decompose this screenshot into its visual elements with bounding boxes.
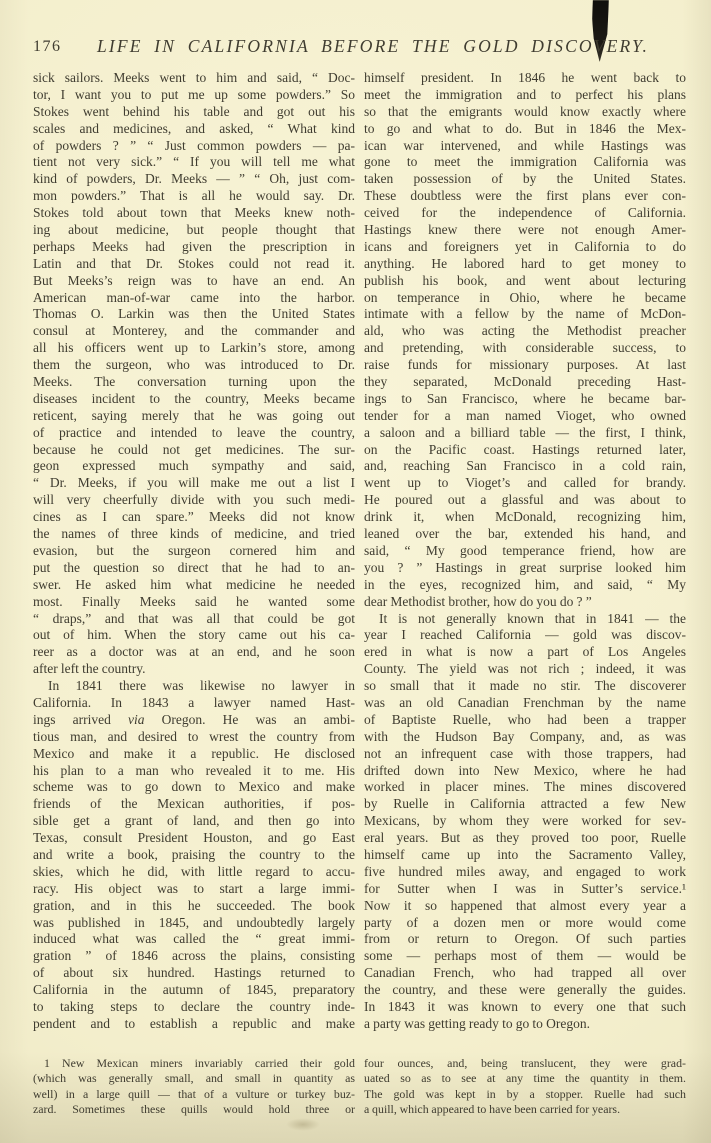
text-line: reticent, saying merely that he was going out: [33, 407, 355, 423]
text-line: Meeks. The conversation turning upon the: [33, 374, 355, 390]
text-line: California in the autumn of 1845, preparatory: [33, 982, 355, 998]
text-line: the names of three kinds of medicine, and tried: [33, 526, 355, 542]
text-line: induced what was called the “ great immi-: [33, 931, 355, 947]
text-line: leaned over the bar, extended his hand, and: [364, 526, 686, 542]
text-line: It is not generally known that in 1841 — the: [379, 610, 686, 626]
text-line: so that the emigrants would know exactly where: [364, 103, 686, 119]
text-line: by Ruelle in California attracted a few New: [364, 796, 686, 812]
text-line: dear Methodist brother, how do you do ? ”: [364, 593, 592, 609]
text-line: a party was getting ready to go to Oregon.: [364, 1015, 590, 1031]
text-line: gone to meet the immigration California was: [364, 154, 686, 170]
text-line: on temperance in Ohio, where he became: [364, 289, 686, 305]
text-line: on the Pacific coast. Hastings returned later,: [364, 441, 686, 457]
text-line: and write a book, praising the country to the: [33, 846, 355, 862]
text-line: of Baptiste Ruelle, who had been a trapper: [364, 711, 686, 727]
text-line: Hastings knew there were not enough Amer-: [364, 222, 686, 238]
text-line: ered in what is now a part of Los Angeles: [364, 644, 686, 660]
text-line: ican war intervened, and while Hastings was: [364, 137, 686, 153]
text-line: reer as a doctor was at an end, and he soon: [33, 644, 355, 660]
text-line: to taking steps to declare the country inde-: [33, 998, 355, 1014]
text-line: Mexicans, by whom they were worked for sev-: [364, 813, 686, 829]
text-line: five hundred miles away, and engaged to work: [364, 863, 686, 879]
text-line: of about six hundred. Hastings returned to: [33, 965, 355, 981]
text-line: Texas, consult President Houston, and go East: [33, 830, 355, 846]
text-line: was an old Canadian Frenchman by the name: [364, 694, 686, 710]
text-line: But Meeks’s reign was to have an end. An: [33, 272, 355, 288]
text-line: “ Dr. Meeks, if you will make me out a list I: [33, 475, 355, 491]
text-line: In 1843 it was known to every one that such: [364, 998, 686, 1014]
text-line: drifted down into New Mexico, where he had: [364, 762, 686, 778]
text-line: drink it, when McDonald, recognizing him,: [364, 509, 686, 525]
footnote-right-column: [364, 1056, 686, 1117]
text-line: them the surgeon, who was introduced to Dr.: [33, 357, 355, 373]
text-line: Latin and that Dr. Stokes could not read it.: [33, 255, 355, 271]
left-column: [33, 70, 355, 1033]
text-line: and, reaching San Francisco in a cold rain,: [364, 458, 686, 474]
running-head: LIFE IN CALIFORNIA BEFORE THE GOLD DISCOVERY.: [96, 36, 650, 56]
text-line: ings to San Francisco, where he became bar-: [364, 390, 686, 406]
body-text: [33, 70, 686, 1033]
text-line: perhaps Meeks had given the prescription in: [33, 238, 355, 254]
text-line: tender for a man named Vioget, who owned: [364, 407, 686, 423]
text-line: to go and what to do. But in 1846 the Mex-: [364, 120, 686, 136]
text-line: Now it so happened that almost every year a: [364, 897, 686, 913]
text-line: some — perhaps most of them — would be: [364, 948, 686, 964]
text-line: so small that it made no stir. The discoverer: [364, 678, 686, 694]
text-line: Stokes went behind his table and got out his: [33, 103, 355, 119]
text-line: not an infrequent case with those trappers, had: [364, 745, 686, 761]
text-line: skies, which he did, with little regard to accu-: [33, 863, 355, 879]
text-line: evasion, but the surgeon cornered him and: [33, 542, 355, 558]
text-line: racy. His object was to start a large immi-: [33, 880, 355, 896]
text-line: with the Hudson Bay Company, and, as was: [364, 728, 686, 744]
text-line: of powders ? ” “ Just common powders — pa-: [33, 137, 355, 153]
text-line: ings arrived via Oregon. He was an ambi-: [33, 711, 355, 727]
text-line: taken possession of by the United States.: [364, 171, 686, 187]
text-line: sible get a grant of land, and then go into: [33, 813, 355, 829]
text-line: raise funds for missionary purposes. At last: [364, 357, 686, 373]
text-line: put the question so direct that he had to an-: [33, 559, 355, 575]
footnote-left-column: [33, 1056, 355, 1117]
text-line: from or return to Oregon. Of such parties: [364, 931, 686, 947]
text-line: tious man, and desired to wrest the country from: [33, 728, 355, 744]
text-line: the country, and these were generally the guides.: [364, 982, 686, 998]
text-line: all his officers went up to Larkin’s store, among: [33, 340, 355, 356]
text-line: tor, I want you to put me up some powders.” So: [33, 86, 355, 102]
text-line: year I reached California — gold was discov-: [364, 627, 686, 643]
text-line: diseases incident to the country, Meeks became: [33, 390, 355, 406]
text-line: American man-of-war came into the harbor.: [33, 289, 355, 305]
text-line: friends of the Mexican authorities, if pos-: [33, 796, 355, 812]
text-line: scheme was to go down to Mexico and make: [33, 779, 355, 795]
text-line: He poured out a glassful and was about to: [364, 492, 686, 508]
text-line: eral years. But as they proved too poor, Ruelle: [364, 830, 686, 846]
text-line: cines as I can spare.” Meeks did not know: [33, 509, 355, 525]
text-line: gration ” of 1846 across the plains, consisting: [33, 948, 355, 964]
text-line: sick sailors. Meeks went to him and said, “ Doc-: [33, 70, 355, 85]
text-line: These doubtless were the first plans ever con-: [364, 188, 686, 204]
text-line: scales and medicines, and asked, “ What kind: [33, 120, 355, 136]
text-line: ceived for the independence of California.: [364, 205, 686, 221]
text-line: County. The yield was not rich ; indeed, it was: [364, 661, 686, 677]
text-line: worked in placer mines. The mines discovered: [364, 779, 686, 795]
text-line: 1 New Mexican miners invariably carried their gold: [44, 1056, 355, 1070]
text-line: went up to Vioget’s and called for brandy.: [364, 475, 686, 491]
text-line: in the eyes, recognized him, and said, “ My: [364, 576, 686, 592]
text-line: consul at Monterey, and the commander and: [33, 323, 355, 339]
text-line: out of him. When the story came out his ca-: [33, 627, 355, 643]
text-line: four ounces, and, being translucent, they were grad-: [364, 1056, 686, 1070]
page-number: 176: [33, 38, 62, 55]
text-line: tient not very sick.” “ If you will tell me what: [33, 154, 355, 170]
text-line: In 1841 there was likewise no lawyer in: [48, 678, 355, 694]
text-line: (which was generally small, and small in quantity as: [33, 1071, 355, 1086]
text-line: for Sutter when I was in Sutter’s service.¹: [364, 880, 686, 896]
text-line: gration, and in this he succeeded. The book: [33, 897, 355, 913]
text-line: uated so as to see at any time the quantity in them.: [364, 1071, 686, 1086]
text-line: mon powders.” That is all he would say. Dr.: [33, 188, 355, 204]
text-line: because he could not get medicines. The sur-: [33, 441, 355, 457]
text-line: swer. He asked him what medicine he needed: [33, 576, 355, 592]
text-line: Stokes told about town that Meeks knew noth-: [33, 205, 355, 221]
text-line: himself came up into the Sacramento Valley,: [364, 846, 686, 862]
text-line: his plan to a man who revealed it to me. His: [33, 762, 355, 778]
text-line: pendent and to establish a republic and make: [33, 1015, 355, 1031]
text-line: ing about medicine, but people thought that: [33, 222, 355, 238]
text-line: will very cheerfully divide with you such medi-: [33, 492, 355, 508]
text-line: “ draps,” and that was all that could be got: [33, 610, 355, 626]
text-line: anything. He labored hard to get money to: [364, 255, 686, 271]
text-line: Thomas O. Larkin was then the United States: [33, 306, 355, 322]
text-line: well) in a large quill — that of a vulture or turkey buz-: [33, 1086, 355, 1101]
right-column: [364, 70, 686, 1033]
text-line: party of a dozen men or more would come: [364, 914, 686, 930]
text-line: geon expressed much sympathy and said,: [33, 458, 355, 474]
text-line: icans and foreigners yet in California to do: [364, 238, 686, 254]
text-line: intimate with a fellow by the name of McDon-: [364, 306, 686, 322]
text-line: Canadian French, who had trapped all over: [364, 965, 686, 981]
text-line: was published in 1845, and undoubtedly largely: [33, 914, 355, 930]
text-line: said, “ My good temperance friend, how are: [364, 542, 686, 558]
text-line: and pretending, with considerable success, to: [364, 340, 686, 356]
text-line: Mexico and make it a republic. He disclosed: [33, 745, 355, 761]
text-line: zard. Sometimes these quills would hold three or: [33, 1101, 355, 1116]
scan-smudge: [286, 1118, 320, 1131]
text-line: after left the country.: [33, 661, 146, 677]
text-line: a quill, which appeared to have been carried for years.: [364, 1101, 621, 1116]
text-line: a saloon and a billiard table — the first, I think,: [364, 424, 686, 440]
text-line: meet the immigration and to perfect his plans: [364, 86, 686, 102]
text-line: The gold was kept in by a stopper. Ruelle had such: [364, 1086, 686, 1101]
text-line: kind of powders, Dr. Meeks — ” “ Oh, just com-: [33, 171, 355, 187]
text-line: ald, who was acting the Methodist preacher: [364, 323, 686, 339]
text-line: California. In 1843 a lawyer named Hast-: [33, 694, 355, 710]
text-line: of practice and intended to leave the country,: [33, 424, 355, 440]
text-line: they separated, McDonald preceding Hast-: [364, 374, 686, 390]
text-line: publish his book, and went about lecturing: [364, 272, 686, 288]
text-line: you ? ” Hastings in great surprise looked him: [364, 559, 686, 575]
text-line: himself president. In 1846 he went back to: [364, 70, 686, 85]
footnotes: [33, 1056, 686, 1117]
text-line: most. Finally Meeks said he wanted some: [33, 593, 355, 609]
